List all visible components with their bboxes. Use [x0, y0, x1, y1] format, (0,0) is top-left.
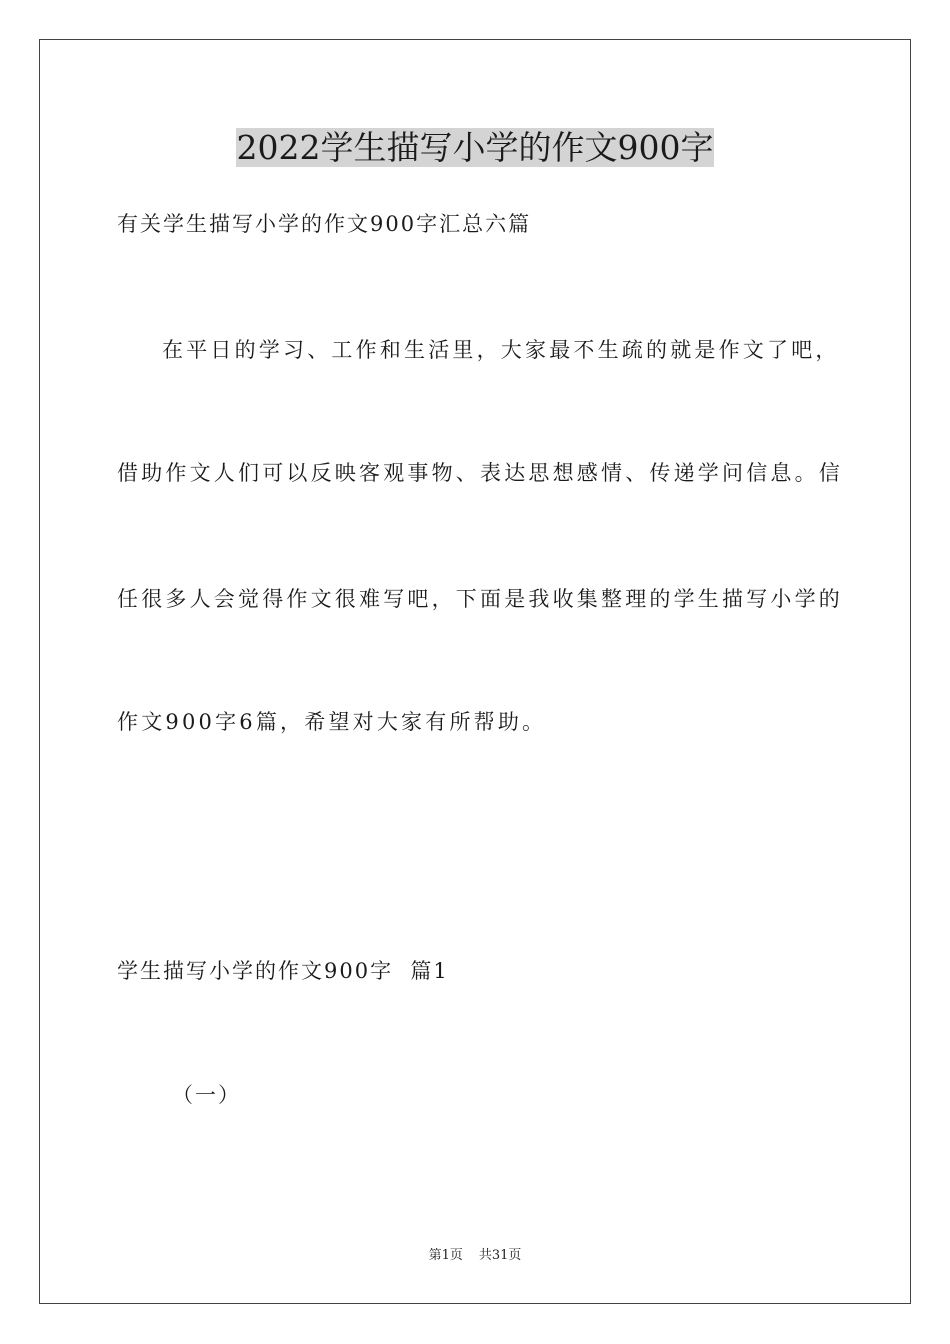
page-number: 第1页 — [428, 1248, 463, 1263]
document-title — [0, 126, 950, 170]
page-total: 共31页 — [478, 1248, 522, 1263]
document-subtitle: 有关学生描写小学的作文900字汇总六篇 — [117, 212, 532, 236]
intro-line-3: 任很多人会觉得作文很难写吧，下面是我收集整理的学生描写小学的 — [117, 587, 843, 611]
subsection-label: （一） — [172, 1083, 241, 1107]
intro-line-2: 借助作文人们可以反映客观事物、表达思想感情、传递学问信息。信 — [117, 461, 843, 485]
title-text: 2022学生描写小学的作文900字 — [236, 128, 714, 167]
section-heading: 学生描写小学的作文900字 篇1 — [117, 959, 449, 983]
intro-line-4: 作文900字6篇，希望对大家有所帮助。 — [117, 710, 547, 734]
intro-line-1: 在平日的学习、工作和生活里，大家最不生疏的就是作文了吧， — [162, 338, 840, 362]
page-footer — [0, 1247, 950, 1265]
